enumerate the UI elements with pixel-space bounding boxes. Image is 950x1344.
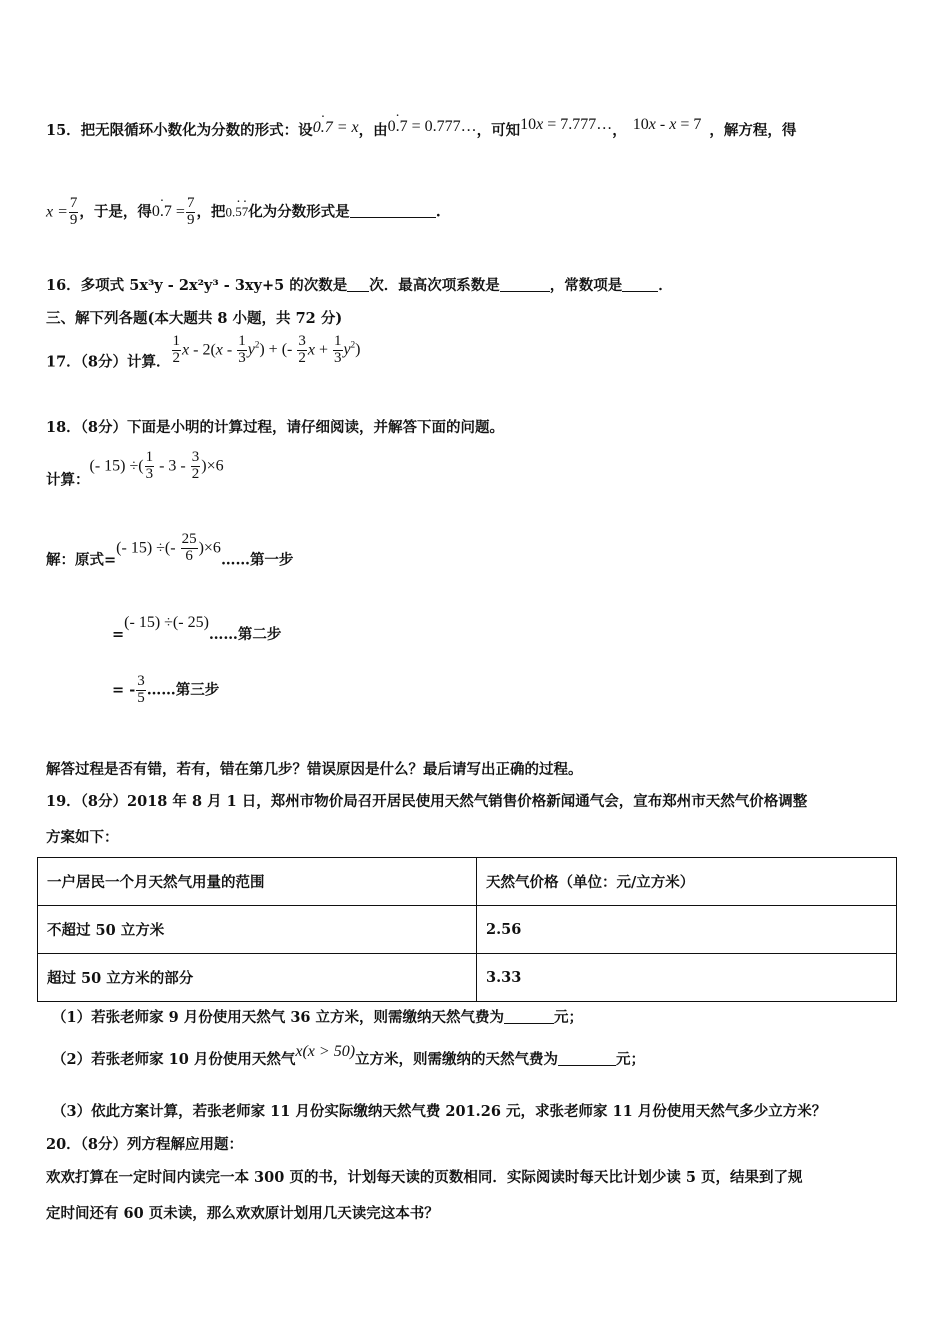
q15-label: 15．把无限循环小数化为分数的形式：设 xyxy=(46,122,313,139)
q17-expr-d: $y^2$) xyxy=(343,339,361,359)
q15-math-4: 10x - x = 7 xyxy=(632,116,702,133)
q15-text-4: ，解方程，得 xyxy=(709,122,797,139)
q20-body-1: 欢欢打算在一定时间内读完一本 300 页的书，计划每天读的页数相同．实际阅读时每天比计划少读 5 页，结果到了规 xyxy=(46,1169,803,1186)
q18-question: 解答过程是否有错，若有，错在第几步？错误原因是什么？最后请写出正确的过程。 xyxy=(46,761,583,778)
q18-calc-expr-b: - 3 - xyxy=(155,457,190,475)
section3-title: 三、解下列各题(本大题共 8 小题，共 72 分) xyxy=(46,310,343,327)
q19-sub2-text-b: 立方米，则需缴纳的天然气费为 xyxy=(355,1051,559,1068)
q17-frac-1-3-b: $\frac{1}{3}$ xyxy=(334,333,342,366)
q18-step3-line xyxy=(112,674,219,707)
q19-sub1 xyxy=(52,1006,583,1027)
q19-sub2 xyxy=(52,1043,645,1069)
gas-price-table xyxy=(37,857,897,1002)
q18-step1-label: ……第一步 xyxy=(220,551,294,569)
q15-text-8: . xyxy=(435,203,441,221)
q17-expr-c: x + xyxy=(307,341,332,359)
q19-sub1-blank[interactable] xyxy=(504,1009,554,1024)
q18-calc-frac-3-2: $\frac{3}{2}$ xyxy=(191,449,200,482)
q16-blank-coefficient[interactable] xyxy=(500,277,550,292)
q19-sub1-text: （1）若张老师家 9 月份使用天然气 36 立方米，则需缴纳天然气费为 xyxy=(52,1009,505,1026)
q19-sub2-blank[interactable] xyxy=(558,1051,616,1066)
q15-text-6: ，把 xyxy=(196,203,226,221)
q18-step2-label: ……第二步 xyxy=(208,626,282,643)
table-cell-price: 3.33 xyxy=(477,954,897,1002)
q19-sub3: （3）依此方案计算，若张老师家 11 月份实际缴纳天然气费 201.26 元，求张老师家 11 月份使用天然气多少立方米？ xyxy=(52,1103,827,1120)
q19-intro-1: 19．（8分）2018 年 8 月 1 日，郑州市物价局召开居民使用天然气销售价格新闻通气会，宣布郑州市天然气价格调整 xyxy=(46,793,808,810)
q19-sub2-math: x(x > 50) xyxy=(295,1043,356,1060)
q15-text-7: 化为分数形式是 xyxy=(248,203,350,221)
q18-solve-label: 解：原式= xyxy=(46,551,117,569)
q17-frac-3-2: $\frac{3}{2}$ xyxy=(298,333,306,366)
q17-label: 17．（8分）计算． xyxy=(46,353,171,371)
q18-step2-equals: = xyxy=(112,626,125,643)
q17-expr-a: x - 2(x - xyxy=(182,341,237,359)
q20-body-2: 定时间还有 60 页未读，那么欢欢原计划用几天读完这本书？ xyxy=(46,1205,439,1222)
q16-line xyxy=(46,274,673,295)
q20-title: 20．（8分）列方程解应用题： xyxy=(46,1136,244,1153)
table-row xyxy=(38,954,897,1002)
table-header-row xyxy=(38,858,897,906)
q18-calc-line xyxy=(46,450,224,489)
q17-frac-1-3: $\frac{1}{3}$ xyxy=(238,333,246,366)
q15-text-3: ， xyxy=(612,122,627,139)
q17-frac-1-2: $\frac{1}{2}$ xyxy=(172,333,181,366)
q16-text-2: 次．最高次项系数是 xyxy=(369,277,500,294)
table-cell-range: 超过 50 立方米的部分 xyxy=(38,954,477,1002)
q15-fraction-7-9: $\frac{7}{9}$ xyxy=(69,195,78,228)
q15-line2 xyxy=(46,196,441,229)
table-cell-price: 2.56 xyxy=(477,906,897,954)
q18-step2-expr: (- 15) ÷(- 25) xyxy=(124,614,209,631)
q19-sub1-end: 元； xyxy=(554,1009,584,1026)
q15-math-1: 0.7 · = x xyxy=(313,119,359,136)
q18-step1-frac-25-6: $\frac{25}{6}$ xyxy=(181,531,197,564)
q19-sub2-text-a: （2）若张老师家 10 月份使用天然气 xyxy=(52,1051,296,1068)
q18-calc-expr-a: (- 15) ÷( xyxy=(89,457,144,475)
q15-math-2: 0.7 · = 0.777… xyxy=(388,118,477,135)
q16-blank-constant[interactable] xyxy=(622,277,658,292)
q18-step1-expr-a: (- 15) ÷(- xyxy=(116,539,180,557)
q15-line1 xyxy=(46,116,796,140)
q15-answer-blank[interactable] xyxy=(350,203,436,218)
q16-text-4: ． xyxy=(658,277,673,294)
q15-math-6: 0.5 ·7 · xyxy=(225,204,248,219)
q15-fraction-7-9-b: $\frac{7}{9}$ xyxy=(186,195,195,228)
q19-sub2-end: 元； xyxy=(616,1051,646,1068)
q17-line xyxy=(46,334,360,371)
q18-intro: 18．（8分）下面是小明的计算过程，请仔细阅读，并解答下面的问题。 xyxy=(46,419,505,436)
q16-text-1: 16．多项式 5x³y - 2x²y³ - 3xy+5 的次数是 xyxy=(46,277,348,294)
q18-calc-expr-c: )×6 xyxy=(201,457,224,475)
q15-text-5: ，于是，得 xyxy=(79,203,152,221)
q15-math-3: 10x = 7.777… xyxy=(520,116,613,133)
q16-text-3: ，常数项是 xyxy=(549,277,623,294)
q15-math-5: 0.7 · = xyxy=(152,203,185,220)
q15-text-2: ，可知 xyxy=(476,122,521,139)
q18-step3-frac-3-5: $\frac{3}{5}$ xyxy=(137,673,145,706)
table-header-range: 一户居民一个月天然气用量的范围 xyxy=(38,858,477,906)
table-header-price: 天然气价格（单位：元/立方米） xyxy=(477,858,897,906)
q15-x-equals: x = xyxy=(46,203,68,221)
table-cell-range: 不超过 50 立方米 xyxy=(38,906,477,954)
q16-blank-degree[interactable] xyxy=(347,277,369,292)
q18-step2-line xyxy=(112,614,281,644)
q18-step1-expr-b: )×6 xyxy=(198,539,221,557)
table-row xyxy=(38,906,897,954)
q18-step3-label: ……第三步 xyxy=(146,681,220,699)
q15-text-1: ，由 xyxy=(358,122,388,139)
q19-intro-2: 方案如下： xyxy=(46,829,119,846)
q18-step1-line xyxy=(46,532,293,569)
q18-step3-equals: = - xyxy=(112,681,136,699)
q18-calc-label: 计算： xyxy=(46,471,90,489)
q17-expr-b: $y^2$) + (- xyxy=(247,339,297,359)
q18-calc-frac-1-3: $\frac{1}{3}$ xyxy=(145,449,154,482)
